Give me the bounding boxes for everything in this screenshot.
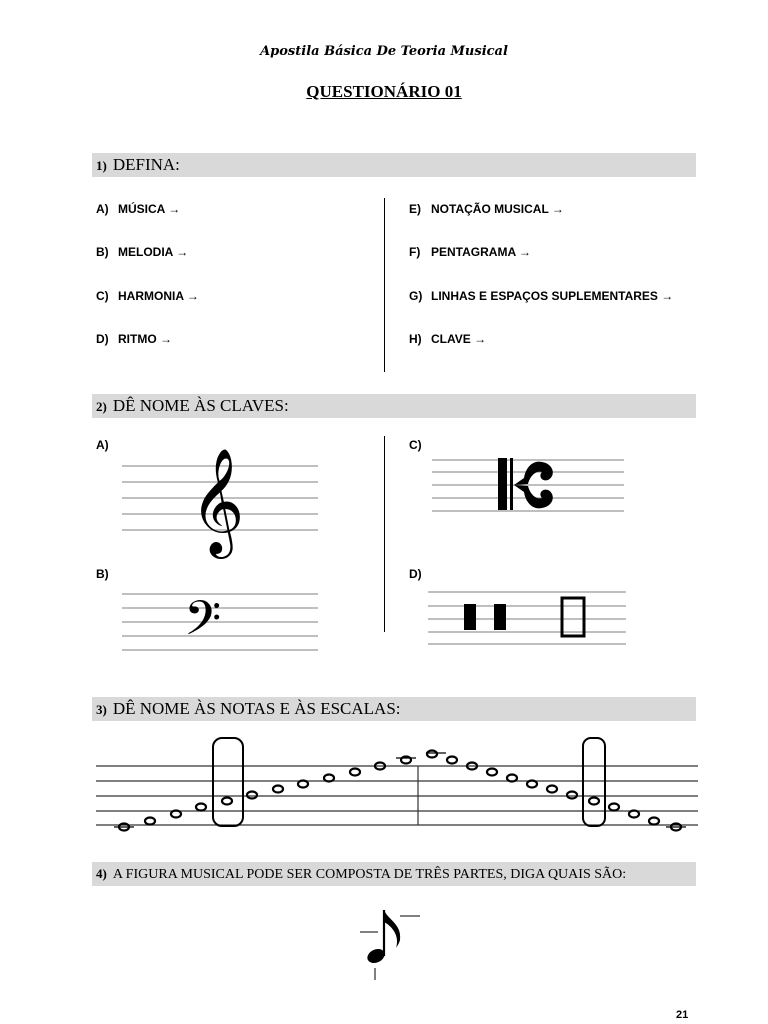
question-3-bar: [92, 697, 696, 721]
question-4-bar: [92, 862, 696, 886]
q1-item-c: [96, 289, 199, 303]
q1-item-letter: B): [96, 245, 109, 259]
q2-divider: [384, 436, 385, 632]
q1-item-b: [96, 245, 188, 259]
treble-clef-icon: 𝄞: [190, 447, 245, 554]
q2-label-d: D): [409, 567, 422, 581]
q1-item-text: HARMONIA →: [118, 289, 199, 303]
q1-item-a: [96, 202, 180, 216]
question-4-number: 4): [96, 866, 107, 881]
question-3-number: 3): [96, 702, 107, 717]
q1-item-d: [96, 332, 172, 346]
q1-item-letter: F): [409, 245, 421, 259]
q1-item-e: [409, 202, 564, 216]
question-2-number: 2): [96, 399, 107, 414]
alto-clef-icon: [498, 458, 553, 510]
q2-label-a: A): [96, 438, 109, 452]
q2-label-c: C): [409, 438, 422, 452]
q1-item-text: RITMO →: [118, 332, 172, 346]
q1-item-letter: E): [409, 202, 421, 216]
bass-clef-icon: 𝄢: [184, 590, 222, 658]
eighth-note-icon: [360, 910, 420, 980]
q1-item-text: MELODIA →: [118, 245, 189, 259]
question-3-title: DÊ NOME ÀS NOTAS E ÀS ESCALAS:: [112, 699, 401, 718]
q1-item-text: NOTAÇÃO MUSICAL →: [431, 202, 564, 216]
question-1-number: 1): [96, 158, 107, 173]
notes-scale-staff: [96, 734, 698, 838]
question-2-bar: [92, 394, 696, 418]
staff-alto: [432, 458, 624, 514]
q1-item-letter: A): [96, 202, 109, 216]
q1-divider: [384, 198, 385, 372]
q1-item-text: MÚSICA →: [118, 202, 181, 216]
page-number: 21: [676, 1009, 689, 1021]
staff-percussion: [428, 590, 626, 646]
staff-bass: [122, 590, 318, 658]
header-title: Apostila Básica De Teoria Musical: [260, 44, 508, 59]
question-4-title: A FIGURA MUSICAL PODE SER COMPOSTA DE TRÊS PARTES, DIGA QUAIS SÃO:: [112, 867, 627, 882]
percussion-clef-icon: [464, 598, 584, 636]
q1-item-text: LINHAS E ESPAÇOS SUPLEMENTARES →: [431, 289, 674, 303]
q1-item-text: PENTAGRAMA →: [431, 245, 531, 259]
question-2-title: DÊ NOME ÀS CLAVES:: [112, 396, 289, 415]
q1-item-letter: D): [96, 332, 109, 346]
q1-item-h: [409, 332, 486, 346]
q1-item-g: [409, 289, 673, 303]
q1-item-letter: G): [409, 289, 423, 303]
q1-item-f: [409, 245, 531, 259]
eighth-note-figure: [356, 904, 426, 984]
q2-label-b: B): [96, 567, 109, 581]
q1-item-letter: C): [96, 289, 109, 303]
staff-treble: [122, 447, 318, 554]
q1-item-text: CLAVE →: [431, 332, 487, 346]
question-1-bar: [92, 153, 696, 177]
q1-item-letter: H): [409, 332, 422, 346]
question-1-title: DEFINA:: [112, 155, 180, 174]
doc-title: QUESTIONÁRIO 01: [306, 82, 462, 101]
